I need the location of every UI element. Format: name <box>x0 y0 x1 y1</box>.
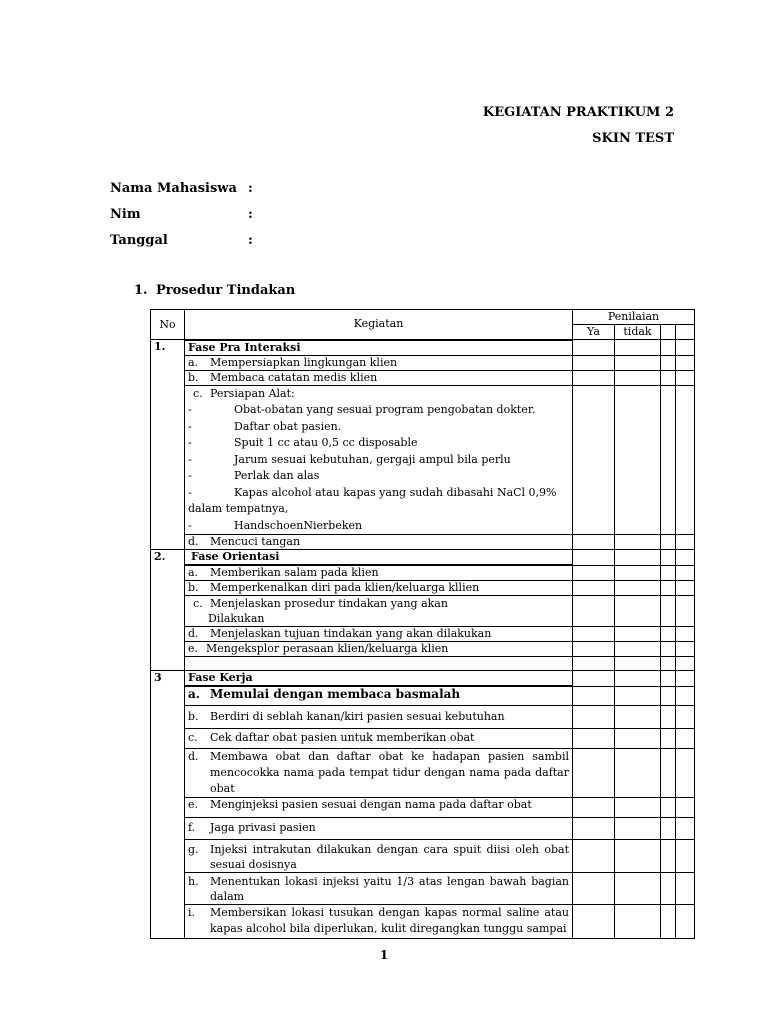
phase-number: 3 <box>151 671 185 939</box>
list-item: a. Mempersiapkan lingkungan klien <box>185 355 573 370</box>
list-item: b. Membaca catatan medis klien <box>185 370 573 385</box>
list-item: a. Memulai dengan membaca basmalah <box>185 686 573 705</box>
list-item: f. Jaga privasi pasien <box>185 817 573 839</box>
field-colon: : <box>248 181 253 196</box>
list-item: g. Injeksi intrakutan dilakukan dengan cara spuit diisi oleh obat sesuai dosisnya <box>185 839 573 872</box>
header-kegiatan: Kegiatan <box>185 310 573 340</box>
list-item: e. Mengeksplor perasaan klien/keluarga klien <box>185 642 573 657</box>
field-label: Nama Mahasiswa <box>110 181 237 196</box>
list-item: d. Menjelaskan tujuan tindakan yang akan dilakukan <box>185 627 573 642</box>
phase-number: 2. <box>151 550 185 671</box>
list-item: b. Berdiri di seblah kanan/kiri pasien sesuai kebutuhan <box>185 705 573 728</box>
section-heading <box>134 283 295 298</box>
phase-title: Fase Orientasi <box>185 550 573 566</box>
header-tidak: tidak <box>615 325 661 340</box>
list-item: a. Memberikan salam pada klien <box>185 565 573 581</box>
header-penilaian: Penilaian <box>573 310 695 325</box>
field-colon: : <box>248 207 253 222</box>
header-no: No <box>151 310 185 340</box>
page-number: 1 <box>379 948 389 962</box>
document-subtitle: SKIN TEST <box>592 131 674 146</box>
field-label: Nim <box>110 207 141 222</box>
phase-number: 1. <box>151 340 185 550</box>
section-number: 1. <box>134 283 148 298</box>
list-item: c. Cek daftar obat pasien untuk memberikan obat <box>185 728 573 748</box>
header-ya: Ya <box>573 325 615 340</box>
list-item: c. Menjelaskan prosedur tindakan yang akan Dilakukan <box>185 596 573 627</box>
list-item: e. Menginjeksi pasien sesuai dengan nama pada daftar obat <box>185 797 573 817</box>
list-item: i. Membersikan lokasi tusukan dengan kapas normal saline atau kapas alcohol bila diperlukan, kulit diregangkan tunggu sampai <box>185 904 573 938</box>
field-label: Tanggal <box>110 233 168 248</box>
section-title: Prosedur Tindakan <box>156 283 296 298</box>
document-title: KEGIATAN PRAKTIKUM 2 <box>482 105 674 120</box>
procedure-table <box>150 309 695 939</box>
list-item: d. Membawa obat dan daftar obat ke hadapan pasien sambil mencocokka nama pada tempat tidur dengan nama pada daftar obat <box>185 748 573 797</box>
field-colon: : <box>248 233 253 248</box>
list-item-persiapan-alat: c. Persiapan Alat: - Obat-obatan yang sesuai program pengobatan dokter. - Daftar obat pasien. - Spuit 1 cc atau 0,5 cc disposable - Jarum sesuai kebutuhan, gergaji ampul bila perlu - Perlak dan alas - Kapas alcohol atau kapas yang sudah dibasahi NaCl 0,9% dalam tempatnya, - HandschoenNierbeken <box>185 385 573 535</box>
phase-title: Fase Kerja <box>185 671 573 687</box>
phase-title: Fase Pra Interaksi <box>185 340 573 356</box>
list-item: h. Menentukan lokasi injeksi yaitu 1/3 atas lengan bawah bagian dalam <box>185 872 573 904</box>
list-item: b. Memperkenalkan diri pada klien/keluarga kllien <box>185 581 573 596</box>
list-item: d. Mencuci tangan <box>185 535 573 550</box>
